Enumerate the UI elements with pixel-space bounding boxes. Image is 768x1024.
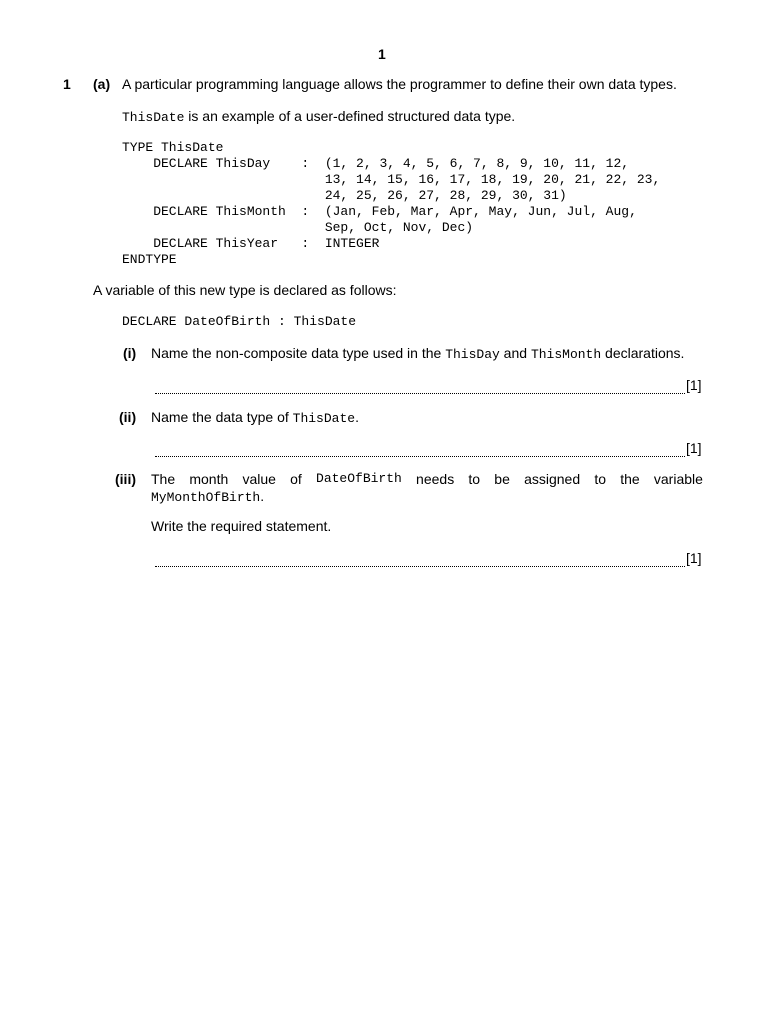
code-term: MyMonthOfBirth [151,490,261,505]
question-text: value [242,471,276,487]
question-text: needs [416,471,455,487]
question-text: and [499,345,531,361]
example-text: is an example of a user-defined structured data type. [184,108,516,124]
code-term: ThisMonth [530,347,602,362]
code-term: ThisDate [122,110,185,125]
question-text: The [151,471,176,487]
code-term: ThisDay [445,347,500,362]
question-text: Name the data type of [151,409,293,425]
question-text: be [494,471,510,487]
subpart-question [151,471,703,487]
subpart-question-cont [151,488,264,505]
subpart-question [151,345,684,362]
variable-declaration: DECLARE DateOfBirth : ThisDate [122,314,357,329]
question-text: Name the non-composite data type used in the [151,345,446,361]
variable-intro: A variable of this new type is declared as follows: [93,282,397,298]
subpart-label: (iii) [115,471,136,487]
code-line: DECLARE ThisYear : INTEGER [122,236,380,251]
question-text: to [468,471,481,487]
page-number: 1 [378,46,386,62]
question-text: assigned [524,471,581,487]
code-line: 24, 25, 26, 27, 28, 29, 30, 31) [122,188,567,203]
code-term: ThisDate [292,411,356,426]
answer-line[interactable] [155,440,685,457]
subpart-label: (ii) [119,409,137,425]
question-number: 1 [63,76,71,92]
code-term: DateOfBirth [316,471,402,486]
code-line: ENDTYPE [122,252,177,267]
code-line: TYPE ThisDate [122,140,224,155]
question-text: declarations. [601,345,685,361]
question-text: of [290,471,302,487]
subpart-label: (i) [123,345,137,361]
marks-label: [1] [686,440,702,456]
answer-line[interactable] [155,377,685,394]
example-line [122,108,515,125]
code-line: 13, 14, 15, 16, 17, 18, 19, 20, 21, 22, 23, [122,172,661,187]
question-text: the [620,471,640,487]
answer-line[interactable] [155,550,685,567]
part-label: (a) [93,76,111,92]
subpart-question [151,409,359,426]
code-line: Sep, Oct, Nov, Dec) [122,220,474,235]
instruction-text: Write the required statement. [151,518,332,534]
marks-label: [1] [686,550,702,566]
question-text: variable [653,471,703,487]
code-line: DECLARE ThisDay : (1, 2, 3, 4, 5, 6, 7, 8, 9, 10, 11, 12, [122,156,630,171]
question-text: . [260,488,265,504]
question-text: . [355,409,359,425]
code-block [122,140,660,268]
question-intro: A particular programming language allows the programmer to define their own data types. [122,76,677,92]
code-line: DECLARE ThisMonth : (Jan, Feb, Mar, Apr, May, Jun, Jul, Aug, [122,204,637,219]
question-text: to [594,471,607,487]
marks-label: [1] [686,377,702,393]
question-text: month [189,471,229,487]
